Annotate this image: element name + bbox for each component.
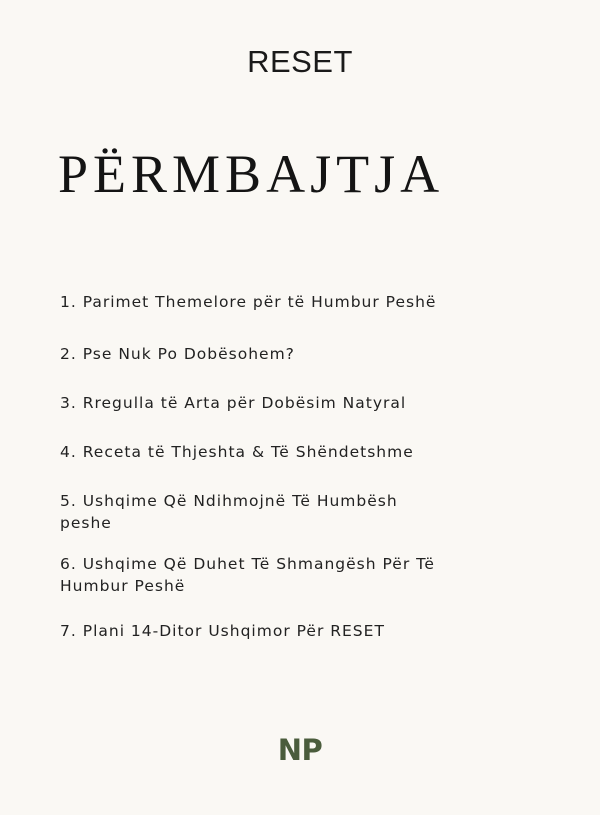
toc-item-6: 6. Ushqime Që Duhet Të Shmangësh Për Të Humbur Peshë xyxy=(60,555,435,595)
toc-item-4: 4. Receta të Thjeshta & Të Shëndetshme xyxy=(60,443,414,461)
toc-item-7: 7. Plani 14-Ditor Ushqimor Për RESET xyxy=(60,622,385,640)
brand-header: RESET xyxy=(247,44,353,79)
toc-item-5: 5. Ushqime Që Ndihmojnë Të Humbësh peshe xyxy=(60,492,398,532)
toc-item-3: 3. Rregulla të Arta për Dobësim Natyral xyxy=(60,394,407,412)
np-logo: NP xyxy=(277,733,323,767)
page-title: PËRMBAJTJA xyxy=(58,144,445,204)
toc-item-1: 1. Parimet Themelore për të Humbur Peshë xyxy=(60,293,437,311)
toc-item-2: 2. Pse Nuk Po Dobësohem? xyxy=(60,345,295,363)
